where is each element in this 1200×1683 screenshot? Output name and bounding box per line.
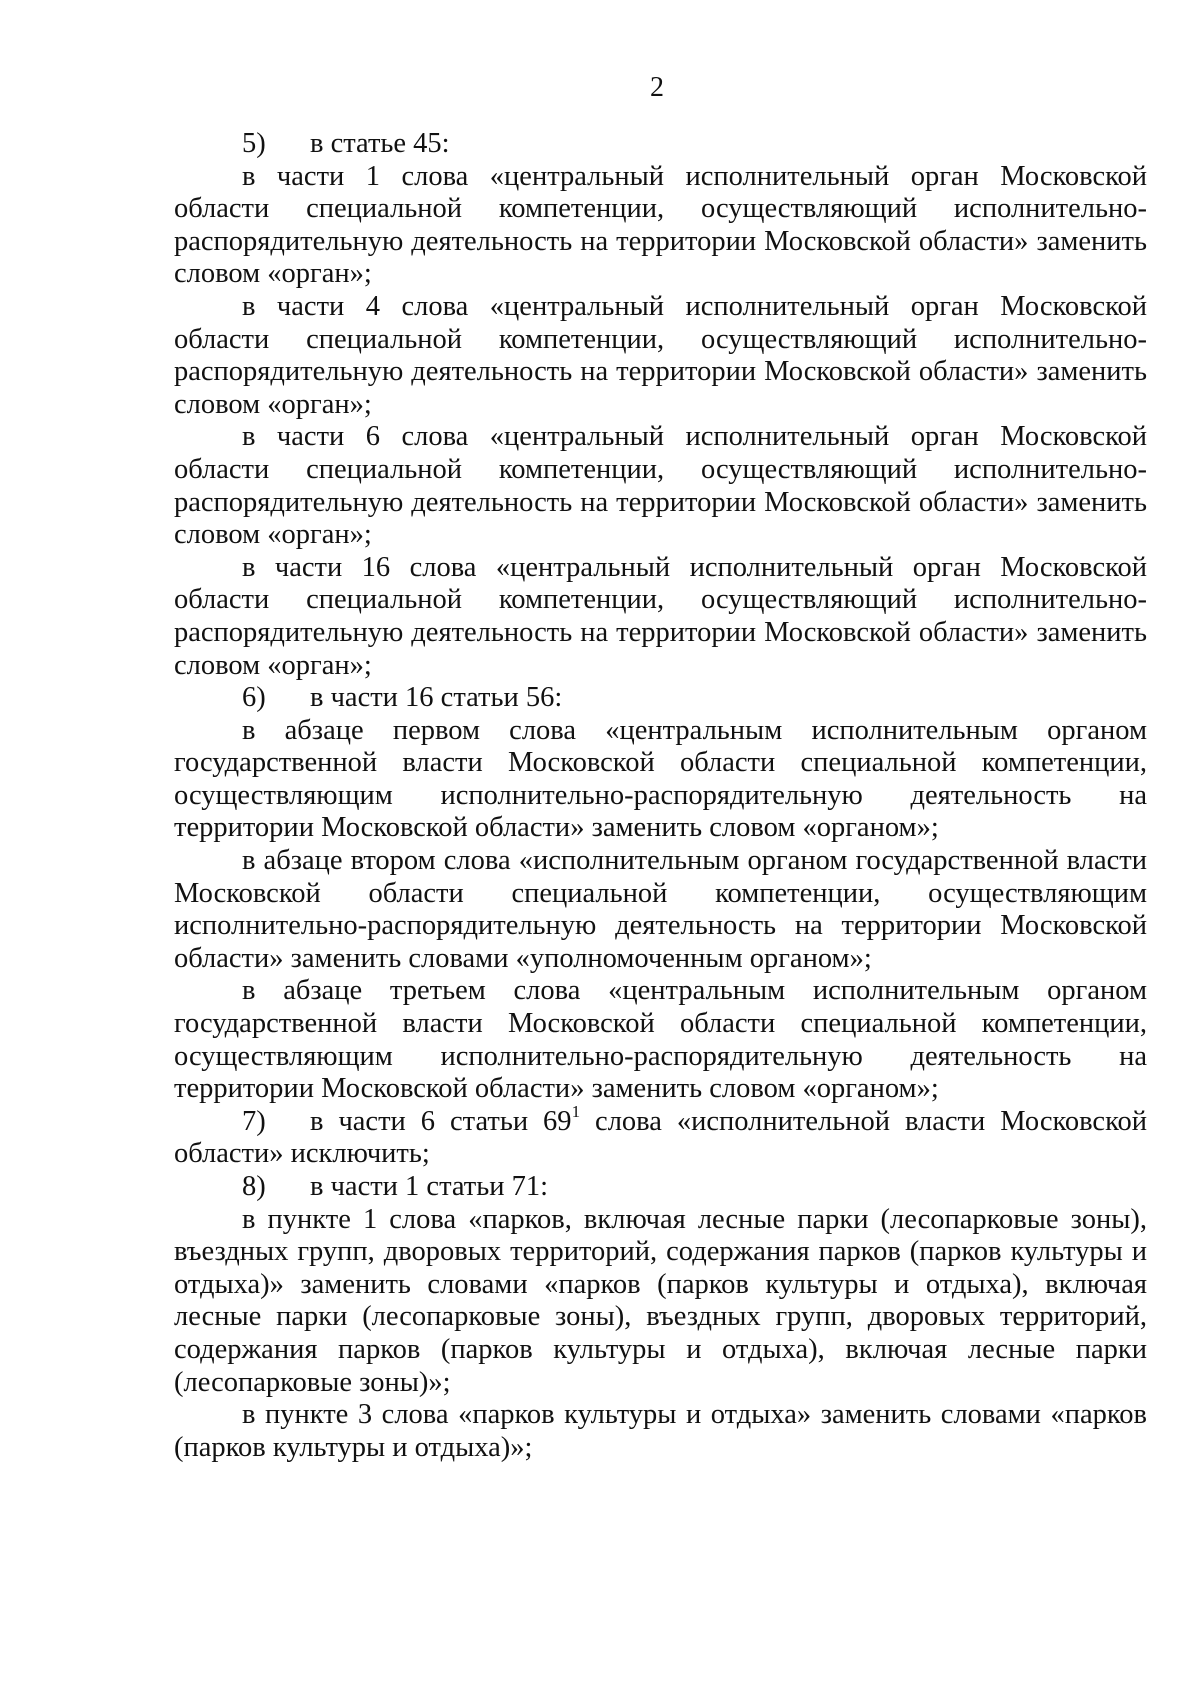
document-body [174, 128, 1147, 1464]
item-text-before: в части 6 статьи 69 [310, 1105, 572, 1137]
item-6-heading [174, 682, 1147, 715]
item-heading: в статье 45: [310, 128, 450, 159]
paragraph: в пункте 3 слова «парков культуры и отдыха» заменить словами «парков (парков культуры и отдыха)»; [174, 1399, 1147, 1463]
item-number: 5) [242, 128, 266, 159]
item-7 [174, 1102, 1147, 1171]
item-heading: в части 1 статьи 71: [310, 1171, 549, 1202]
paragraph: в абзаце третьем слова «центральным исполнительным органом государственной власти Московской области специальной компетенции, осуществляющим исполнительно-распорядительную деятельность на территории Московской области» заменить словом «органом»; [174, 975, 1147, 1105]
item-5-heading [174, 128, 1147, 161]
paragraph: в части 1 слова «центральный исполнительный орган Московской области специальной компетенции, осуществляющий исполнительно-распорядительную деятельность на территории Московской области» заменить словом «орган»; [174, 160, 1147, 290]
item-number: 8) [242, 1171, 266, 1202]
paragraph: в части 4 слова «центральный исполнительный орган Московской области специальной компетенции, осуществляющий исполнительно-распорядительную деятельность на территории Московской области» заменить словом «орган»; [174, 290, 1147, 420]
item-number: 6) [242, 682, 266, 714]
superscript: 1 [571, 1102, 581, 1122]
paragraph: в части 6 слова «центральный исполнительный орган Московской области специальной компетенции, осуществляющий исполнительно-распорядительную деятельность на территории Московской области» заменить словом «орган»; [174, 421, 1147, 551]
page-number: 2 [650, 72, 664, 103]
paragraph: в части 16 слова «центральный исполнительный орган Московской области специальной компетенции, осуществляющий исполнительно-распорядительную деятельность на территории Московской области» заменить словом «орган»; [174, 551, 1147, 681]
paragraph: в абзаце втором слова «исполнительным органом государственной власти Московской области специальной компетенции, осуществляющим исполнительно-распорядительную деятельность на территории Московской области» заменить словами «уполномоченным органом»; [174, 845, 1147, 974]
paragraph: в пункте 1 слова «парков, включая лесные парки (лесопарковые зоны), въездных групп, дворовых территорий, содержания парков (парков культуры и отдыха)» заменить словами «парков (парков культуры и отдыха), включая лесные парки (лесопарковые зоны), въездных групп, дворовых территорий, содержания парков (парков культуры и отдыха), включая лесные парки (лесопарковые зоны)»; [174, 1203, 1147, 1398]
item-8-heading [174, 1171, 1147, 1204]
item-text-after: слова «исполнительной власти Московской области» исключить; [174, 1105, 1147, 1170]
item-number: 7) [242, 1105, 266, 1137]
item-heading: в части 16 статьи 56: [310, 682, 563, 714]
paragraph: в абзаце первом слова «центральным исполнительным органом государственной власти Московской области специальной компетенции, осуществляющим исполнительно-распорядительную деятельность на территории Московской области» заменить словом «органом»; [174, 714, 1147, 844]
